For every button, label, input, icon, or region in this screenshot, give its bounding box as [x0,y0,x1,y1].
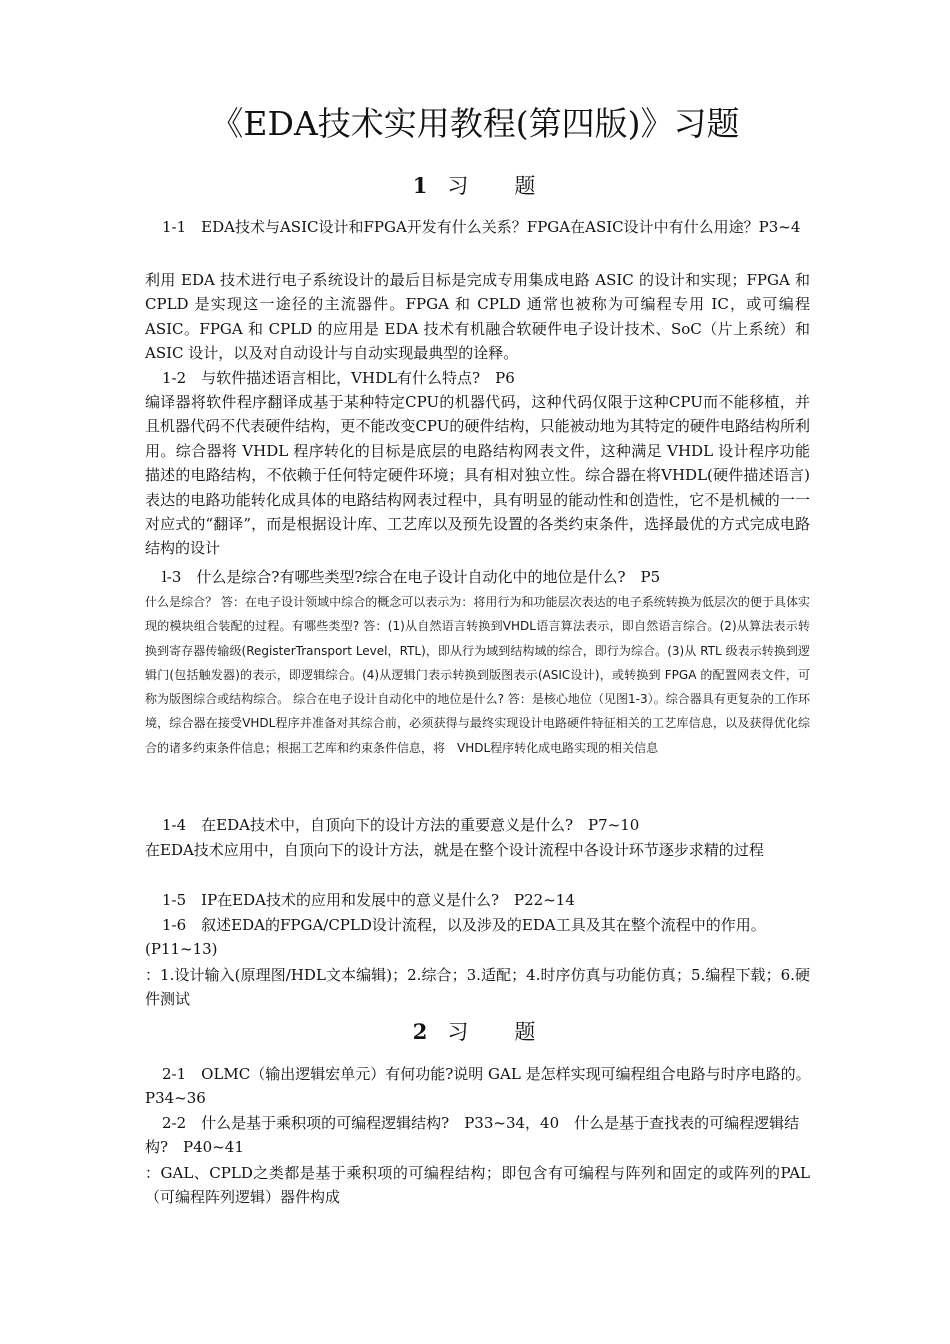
question-1-3: l-3 什么是综合?有哪些类型?综合在电子设计自动化中的地位是什么? P5 [162,568,661,586]
answer-1-1: 利用 EDA 技术进行电子系统设计的最后目标是完成专用集成电路 ASIC 的设计和实现；FPGA 和 CPLD 是实现这一途径的主流器件。FPGA 和 CPLD 通常也被称为可编程专用 IC，或可编程 ASIC。FPGA 和 CPLD 的应用是 EDA 技术有机融合软硬件电子设计技术、SoC（片上系统）和 ASIC 设计，以及对自动设计与自动实现最典型的诠释。 [145,271,810,363]
chapter-number: 2 [412,1019,430,1044]
question-1-1: 1-1 EDA技术与ASIC设计和FPGA开发有什么关系？FPGA在ASIC设计中有什么用途？P3~4 [162,218,801,236]
answer-1-2: 编译器将软件程序翻译成基于某种特定CPU的机器代码，这种代码仅限于这种CPU而不能移植，并且机器代码不代表硬件结构，更不能改变CPU的硬件结构，只能被动地为其特定的硬件电路结构所利用。综合器将 VHDL 程序转化的目标是底层的电路结构网表文件，这种满足 VHDL 设计程序功能描述的电路结构，不依赖于任何特定硬件环境；具有相对独立性。综合器在将VHDL(硬件描述语言)表达的电路功能转化成具体的电路结构网表过程中，具有明显的能动性和创造性，它不是机械的一一对应式的“翻译”，而是根据设计库、工艺库以及预先设置的各类约束条件，选择最优的方式完成电路结构的设计 [145,393,810,558]
question-2-1: 2-1 OLMC（输出逻辑宏单元）有何功能?说明 GAL 是怎样实现可编程组合电路与时序电路的。 P34~36 [145,1065,819,1107]
answer-1-3: 什么是综合？ 答：在电子设计领域中综合的概念可以表示为：将用行为和功能层次表达的电子系统转换为低层次的便于具体实现的模块组合装配的过程。有哪些类型? 答：(1)从自然语言转换到VHDL语言算法表示，即自然语言综合。(2)从算法表示转换到寄存器传输级(RegisterTransport Level，RTL)，即从行为域到结构域的综合，即行为综合。(3)从 RTL 级表示转换到逻辑门(包括触发器)的表示，即逻辑综合。(4)从逻辑门表示转换到版图表示(ASIC设计)，或转换到 FPGA 的配置网表文件，可称为版图综合或结构综合。 综合在电子设计自动化中的地位是什么? 答：是核心地位（见图1-3）。综合器具有更复杂的工作环境，综合器在接受VHDL程序并准备对其综合前，必须获得与最终实现设计电路硬件特征相关的工艺库信息，以及获得优化综合的诸多约束条件信息；根据工艺库和约束条件信息，将 VHDL程序转化成电路实现的相关信息 [145,595,810,755]
question-1-5: 1-5 IP在EDA技术的应用和发展中的意义是什么? P22~14 [162,891,575,909]
question-1-6: 1-6 叙述EDA的FPGA/CPLD设计流程，以及涉及的EDA工具及其在整个流程中的作用。 (P11~13) [145,916,774,958]
chapter-heading-char: 习 [447,174,471,198]
chapter-heading-char: 题 [514,1020,538,1044]
answer-1-4: 在EDA技术应用中，自顶向下的设计方法，就是在整个设计流程中各设计环节逐步求精的过程 [145,841,764,859]
document-title: 《EDA技术实用教程(第四版)》习题 [210,104,740,143]
chapter-number: 1 [412,173,430,198]
chapter-heading-char: 习 [447,1020,471,1044]
question-1-4: 1-4 在EDA技术中，自顶向下的设计方法的重要意义是什么? P7~10 [162,816,640,834]
chapter-heading-char: 题 [514,174,538,198]
chapter-2-heading [0,1017,950,1047]
question-2-2: 2-2 什么是基于乘积项的可编程逻辑结构? P33~34，40 什么是基于查找表的可编程逻辑结构? P40~41 [145,1114,800,1156]
answer-1-6: ：1.设计输入(原理图/HDL文本编辑)；2.综合；3.适配；4.时序仿真与功能仿真；5.编程下载；6.硬件测试 [145,966,810,1008]
answer-2-2: ：GAL、CPLD之类都是基于乘积项的可编程结构；即包含有可编程与阵列和固定的或阵列的PAL（可编程阵列逻辑）器件构成 [145,1164,810,1206]
chapter-1-heading [0,171,950,201]
question-1-2: 1-2 与软件描述语言相比，VHDL有什么特点? P6 [162,369,515,387]
